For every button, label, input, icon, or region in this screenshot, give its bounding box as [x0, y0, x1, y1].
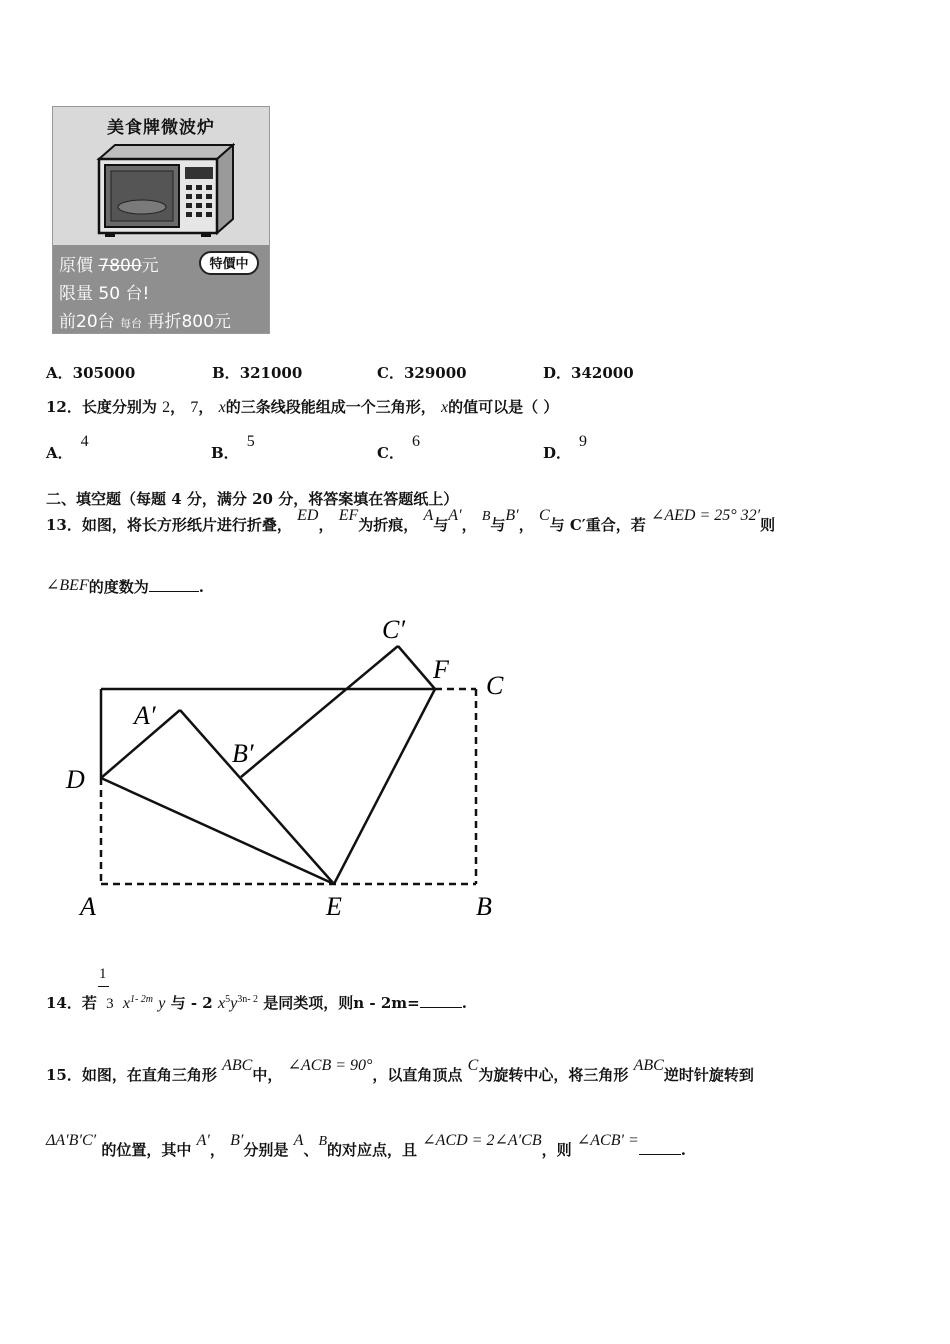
q13-answer-blank[interactable] [149, 577, 199, 592]
q11-option-a[interactable]: A．305000 [46, 364, 136, 382]
q14-answer-blank[interactable] [420, 993, 462, 1008]
label-f: F [433, 655, 449, 684]
q13-question: ∠BEF的度数为 . [46, 577, 204, 596]
q15-stem-line1: 15．如图，在直角三角形 ABC中， ∠ACB = 90°，以直角顶点 C为旋转中心，将三角形 ABC逆时针旋转到 [46, 1057, 754, 1084]
q11-option-b[interactable]: B．321000 [212, 364, 303, 382]
q15-answer-blank[interactable] [639, 1140, 681, 1155]
microwave-icon [91, 139, 235, 239]
label-b: B [476, 892, 492, 921]
label-a-prime: A′ [134, 701, 156, 730]
label-e: E [326, 892, 342, 921]
ad-original-price: 原價 7800元 [59, 256, 159, 276]
ad-limit-text: 限量 50 台! [59, 284, 150, 304]
q12-option-a[interactable]: A．4 [46, 433, 89, 462]
label-c: C [486, 671, 504, 700]
label-d: D [66, 765, 85, 794]
folding-figure [60, 610, 530, 930]
label-b-prime: B′ [232, 739, 254, 768]
ad-sale-badge: 特價中 [199, 251, 259, 275]
label-c-prime: C′ [382, 615, 406, 644]
q14-stem: 14．若 3 $x^{1- 2m}$ y 与 - 2 $x^5y^{3n- 2}$ 是同类项，则n - 2m= . [46, 994, 467, 1012]
q13-stem: 13．如图，将长方形纸片进行折叠， ED， EF为折痕， A与A′， B与B′， C与 C′重合，若 ∠AED = 25° 32′则 [46, 507, 776, 534]
q14-fraction-bar [98, 986, 109, 987]
q12-stem: 12．长度分别为 2， 7， x的三条线段能组成一个三角形， x的值可以是（ ） [46, 398, 559, 416]
q14-fraction-numerator: 1 [99, 966, 107, 982]
q15-stem-line2: ΔA′B′C′ 的位置，其中 A′， B′分别是 A、B的对应点，且 ∠ACD = 2∠A′CB，则 ∠ACB′ =. [46, 1132, 686, 1159]
ad-title: 美食牌微波炉 [107, 118, 215, 138]
q11-option-d[interactable]: D．342000 [543, 364, 634, 382]
label-a: A [80, 892, 96, 921]
ad-discount-text: 前20台 每台 再折800元 [59, 312, 231, 332]
q12-option-c[interactable]: C．6 [377, 433, 420, 462]
q12-option-b[interactable]: B．5 [211, 433, 255, 462]
q11-option-c[interactable]: C．329000 [377, 364, 467, 382]
section-heading-fill-in: 二、填空题（每题 4 分，满分 20 分，将答案填在答题纸上） [46, 490, 459, 508]
microwave-ad-image [52, 106, 270, 334]
q12-option-d[interactable]: D．9 [543, 433, 588, 462]
